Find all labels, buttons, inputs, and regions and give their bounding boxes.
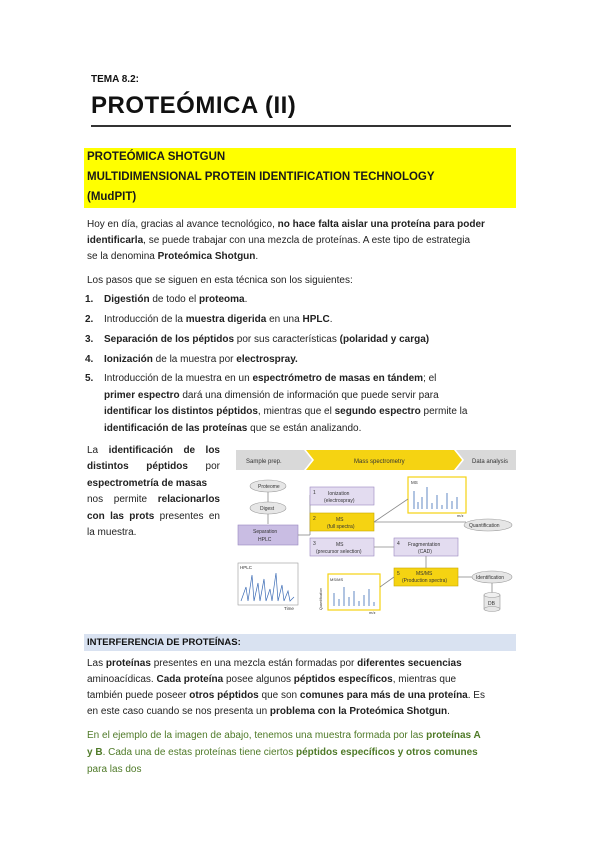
step-3: 3. Separación de los péptidos por sus características (polaridad y carga) bbox=[85, 334, 430, 345]
ms-full-num: 2 bbox=[313, 516, 316, 522]
shotgun-workflow-diagram bbox=[236, 447, 516, 620]
step-4: 4. Ionización de la muestra por electrospray. bbox=[85, 354, 298, 365]
intro-line-1: Hoy en día, gracias al avance tecnológico, no hace falta aislar una proteína para poder bbox=[87, 219, 485, 230]
highlight-line-1: PROTEÓMICA SHOTGUN bbox=[87, 151, 226, 163]
section2-line-1: Las proteínas presentes en una mezcla están formadas por diferentes secuencias bbox=[87, 658, 462, 669]
digest-label: Digest bbox=[260, 506, 275, 512]
time-axis-label: Time bbox=[284, 606, 294, 611]
ms-full-label: MS bbox=[336, 517, 344, 523]
proteome-label: Proteome bbox=[258, 484, 280, 490]
step-1: 1. Digestión de todo el proteoma. bbox=[85, 294, 248, 305]
msms-label: MS/MS bbox=[416, 571, 433, 577]
separation-label-1: Separation bbox=[253, 529, 278, 535]
page-title: PROTEÓMICA (II) bbox=[91, 92, 297, 119]
side-paragraph: La identificación de los distintos péptidos por espectrometría de masas nos permite relacionarlos con las prots presentes en la muestra. bbox=[87, 445, 220, 539]
section2-line-3: también puede poseer otros péptidos que son comunes para más de una proteína. Es bbox=[87, 690, 485, 701]
stage-data-analysis-label: Data analysis bbox=[472, 459, 509, 465]
fragmentation-sub: (CAD) bbox=[418, 549, 432, 555]
db-label: DB bbox=[488, 601, 495, 607]
msms-sub: (Production spectra) bbox=[402, 578, 448, 584]
ms-precursor-num: 3 bbox=[313, 541, 316, 547]
separation-label-2: HPLC bbox=[258, 537, 272, 543]
ms-precursor-sub: (precursor selection) bbox=[316, 549, 362, 555]
section2-line-4: en este caso cuando se nos presenta un problema con la Proteómica Shotgun. bbox=[87, 706, 450, 717]
example-line-2: y B. Cada una de estas proteínas tiene ciertos péptidos específicos y otros comunes bbox=[87, 747, 478, 758]
hplc-label: HPLC bbox=[240, 565, 253, 570]
msms-mz-label: m/z bbox=[369, 610, 376, 615]
ionization-num: 1 bbox=[313, 490, 316, 496]
steps-intro: Los pasos que se siguen en esta técnica son los siguientes: bbox=[87, 275, 353, 286]
ms-full-sub: (full spectra) bbox=[327, 524, 355, 530]
highlight-line-3: (MudPIT) bbox=[87, 191, 137, 203]
ms-precursor-label: MS bbox=[336, 542, 344, 548]
section2-line-2: aminoacídicas. Cada proteína posee algunos péptidos específicos, mientras que bbox=[87, 674, 457, 685]
title-underline bbox=[91, 125, 511, 127]
msms-num: 5 bbox=[397, 571, 400, 577]
ms-spectrum-label: MS bbox=[411, 480, 418, 485]
example-line-1: En el ejemplo de la imagen de abajo, tenemos una muestra formada por las proteínas A bbox=[87, 730, 481, 741]
ms-mz-label: m/z bbox=[457, 513, 464, 518]
highlight-line-2: MULTIDIMENSIONAL PROTEIN IDENTIFICATION TECHNOLOGY bbox=[87, 171, 435, 183]
intro-line-3: se la denomina Proteómica Shotgun. bbox=[87, 251, 259, 262]
ionization-sub: (electrospray) bbox=[324, 498, 355, 504]
quantification-axis-label: Quantification bbox=[319, 588, 323, 610]
section-title: INTERFERENCIA DE PROTEÍNAS: bbox=[87, 637, 241, 648]
intro-line-2: identificarla, se puede trabajar con una mezcla de proteínas. A este tipo de estrategia bbox=[87, 235, 471, 246]
topic-number: TEMA 8.2: bbox=[91, 74, 139, 85]
step-2: 2. Introducción de la muestra digerida en una HPLC. bbox=[85, 314, 333, 325]
ionization-label: Ionization bbox=[328, 491, 350, 497]
fragmentation-num: 4 bbox=[397, 541, 400, 547]
step-5: 5. Introducción de la muestra en un espectrómetro de masas en tándem; el primer espectro dará una dimensión de información que puede servir para identificar los distintos péptidos, mientras que el segundo espectro permite la identificación de las proteínas que se están analizando. bbox=[85, 373, 468, 434]
quantification-label: Quantification bbox=[469, 523, 500, 529]
stage-sample-prep-label: Sample prep. bbox=[246, 459, 282, 465]
stage-mass-spec-label: Mass spectrometry bbox=[354, 459, 405, 465]
identification-label: Identification bbox=[476, 575, 505, 581]
msms-spectrum-label: MS/MS bbox=[330, 577, 344, 582]
fragmentation-label: Fragmentation bbox=[408, 542, 441, 548]
example-line-3: para las dos bbox=[87, 764, 142, 775]
